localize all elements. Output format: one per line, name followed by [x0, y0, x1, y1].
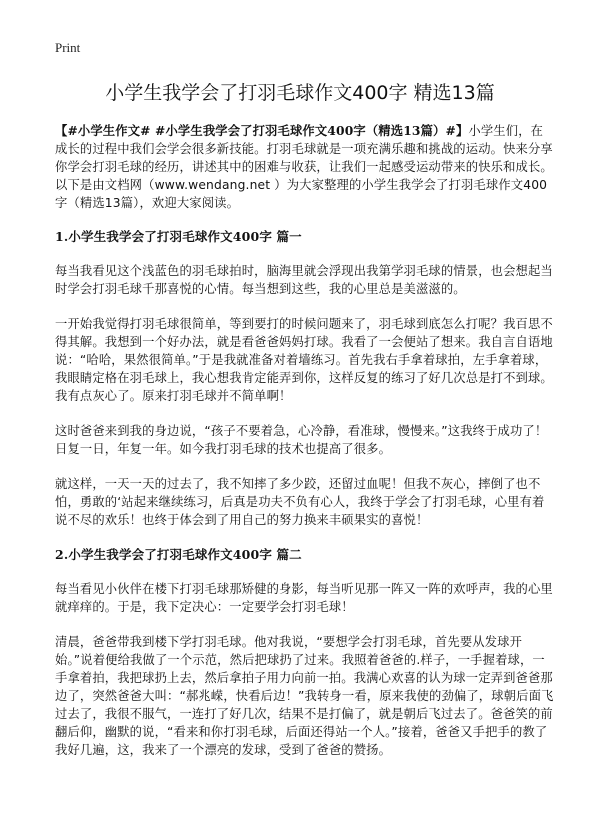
section-heading-2: 2.小学生我学会了打羽毛球作文400字 篇二 [55, 547, 302, 562]
section-1-paragraph: 每当我看见这个浅蓝色的羽毛球拍时，脑海里就会浮现出我第学羽毛球的情景，也会想起当时学会打羽毛球千那喜悦的心情。每当想到这些，我的心里总是美滋滋的。 [55, 264, 553, 296]
page-title: 小学生我学会了打羽毛球作文400字 精选13篇 [105, 82, 495, 104]
section-1-paragraph: 这时爸爸来到我的身边说，“孩子不要着急，心冷静，看准球，慢慢来。”这我终于成功了！日复一日，年复一年。如今我打羽毛球的技术也提高了很多。 [55, 424, 548, 456]
section-heading-1: 1.小学生我学会了打羽毛球作文400字 篇一 [55, 229, 302, 244]
article-body [55, 122, 555, 776]
intro-paragraph [55, 122, 555, 212]
intro-text: 小学生们，在成长的过程中我们会学会很多新技能。打羽毛球就是一项充满乐趣和挑战的运动。快来分享你学会打羽毛球的经历，讲述其中的困难与收获，让我们一起感受运动带来的快乐和成长。以下是由文档网（www.wendang.net ）为大家整理的小学生我学会了打羽毛球作文400字（精选13篇），欢迎大家阅读。 [55, 124, 553, 210]
section-1-paragraph: 一开始我觉得打羽毛球很简单，等到要打的时候问题来了，羽毛球到底怎么打呢？我百思不得其解。我想到一个好办法，就是看爸爸妈妈打球。我看了一会便站了想来。我自言自语地说：“哈哈，果然很简单。”于是我就准备对着墙练习。首先我右手拿着球拍，左手拿着球，我眼睛定格在羽毛球上，我心想我肯定能弄到你，这样反复的练习了好几次总是打不到球。我有点灰心了。原来打羽毛球并不简单啊！ [55, 317, 553, 403]
section-2-paragraph: 每当看见小伙伴在楼下打羽毛球那矫健的身影，每当听见那一阵又一阵的欢呼声，我的心里就痒痒的。于是，我下定决心：一定要学会打羽毛球！ [55, 582, 553, 614]
section-2-paragraph: 清晨，爸爸带我到楼下学打羽毛球。他对我说，“要想学会打羽毛球，首先要从发球开始。”说着便给我做了一个示范，然后把球扔了过来。我照着爸爸的.样子，一手握着球，一手拿着拍，我把球扔上去，然后拿拍子用力向前一拍。我满心欢喜的认为球一定弄到爸爸那边了，突然爸爸大叫：“郝兆嵘，快看后边！”我转身一看，原来我使的劲偏了，球朝后面飞过去了，我很不服气，一连打了好几次，结果不是打偏了，就是朝后飞过去了。爸爸笑的前翻后仰，幽默的说，“看来和你打羽毛球，后面还得站一个人。”接着，爸爸又手把手的教了我好几遍，这，我来了一个漂亮的发球，受到了爸爸的赞扬。 [55, 635, 554, 757]
print-link[interactable]: Print [55, 40, 81, 55]
section-1-paragraph: 就这样，一天一天的过去了，我不知摔了多少跤，还留过血呢！但我不灰心，摔倒了也不怕，勇敢的‘站起来继续练习，后真是功夫不负有心人，我终于学会了打羽毛球，心里有着说不尽的欢乐！也终于体会到了用自己的努力换来丰硕果实的喜悦！ [55, 477, 545, 527]
intro-lead: 【#小学生作文# #小学生我学会了打羽毛球作文400字（精选13篇）#】 [55, 123, 469, 138]
